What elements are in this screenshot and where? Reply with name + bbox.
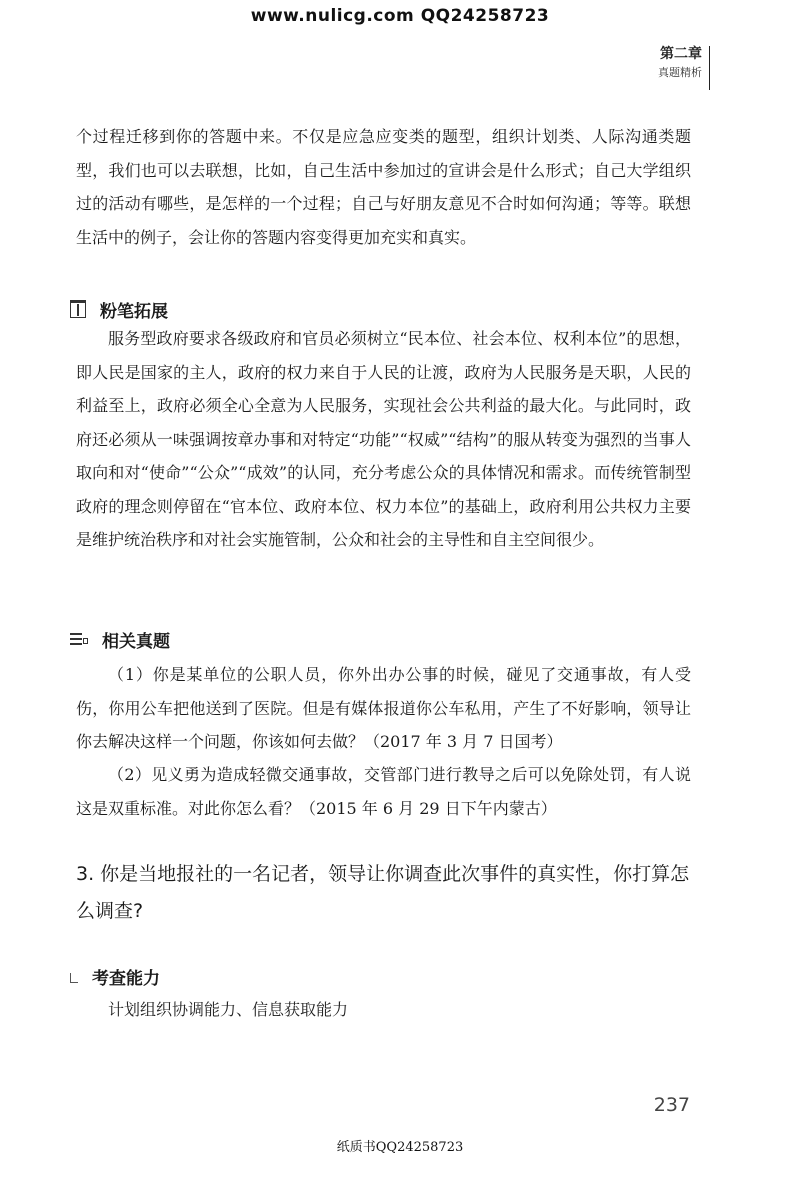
marker-icon — [70, 973, 78, 983]
chapter-title: 第二章 — [660, 46, 702, 62]
chapter-divider — [709, 46, 710, 90]
extension-heading-label: 粉笔拓展 — [100, 301, 168, 322]
ability-heading-label: 考查能力 — [92, 968, 160, 989]
watermark-top: www.nulicg.com QQ24258723 — [250, 6, 550, 26]
list-icon — [70, 630, 88, 648]
related-question-1: （1）你是某单位的公职人员，你外出办公事的时候，碰见了交通事故，有人受伤，你用公车把他送到了医院。但是有媒体报道你公车私用，产生了不好影响，领导让你去解决这样一个问题，你该如何去做？（2017 年 3 月 7 日国考） — [76, 665, 691, 751]
question-3: 3. 你是当地报社的一名记者，领导让你调查此次事件的真实性，你打算怎么调查? — [76, 863, 690, 922]
extension-heading — [70, 297, 168, 321]
intro-paragraph: 个过程迁移到你的答题中来。不仅是应急应变类的题型，组织计划类、人际沟通类题型，我们也可以去联想，比如，自己生活中参加过的宣讲会是什么形式；自己大学组织过的活动有哪些，是怎样的一个过程；自己与好朋友意见不合时如何沟通；等等。联想生活中的例子，会让你的答题内容变得更加充实和真实。 — [76, 127, 691, 247]
page-number: 237 — [653, 1094, 690, 1116]
chapter-subtitle: 真题精析 — [658, 66, 702, 79]
book-icon — [70, 300, 86, 318]
watermark-bottom: 纸质书QQ24258723 — [336, 1140, 464, 1155]
related-question-2: （2）见义勇为造成轻微交通事故，交管部门进行教导之后可以免除处罚，有人说这是双重标准。对此你怎么看？（2015 年 6 月 29 日下午内蒙古） — [76, 765, 691, 818]
related-heading-label: 相关真题 — [102, 631, 170, 652]
extension-paragraph: 服务型政府要求各级政府和官员必须树立“民本位、社会本位、权利本位”的思想，即人民是国家的主人，政府的权力来自于人民的让渡，政府为人民服务是天职，人民的利益至上，政府必须全心全意为人民服务，实现社会公共利益的最大化。与此同时，政府还必须从一味强调按章办事和对特定“功能”“权威”“结构”的服从转变为强烈的当事人取向和对“使命”“公众”“成效”的认同，充分考虑公众的具体情况和需求。而传统管制型政府的理念则停留在“官本位、政府本位、权力本位”的基础上，政府利用公共权力主要是维护统治秩序和对社会实施管制，公众和社会的主导性和自主空间很少。 — [76, 329, 691, 549]
related-heading — [70, 627, 170, 651]
chapter-header — [658, 44, 702, 82]
ability-text: 计划组织协调能力、信息获取能力 — [108, 1000, 349, 1019]
ability-heading — [70, 964, 160, 988]
